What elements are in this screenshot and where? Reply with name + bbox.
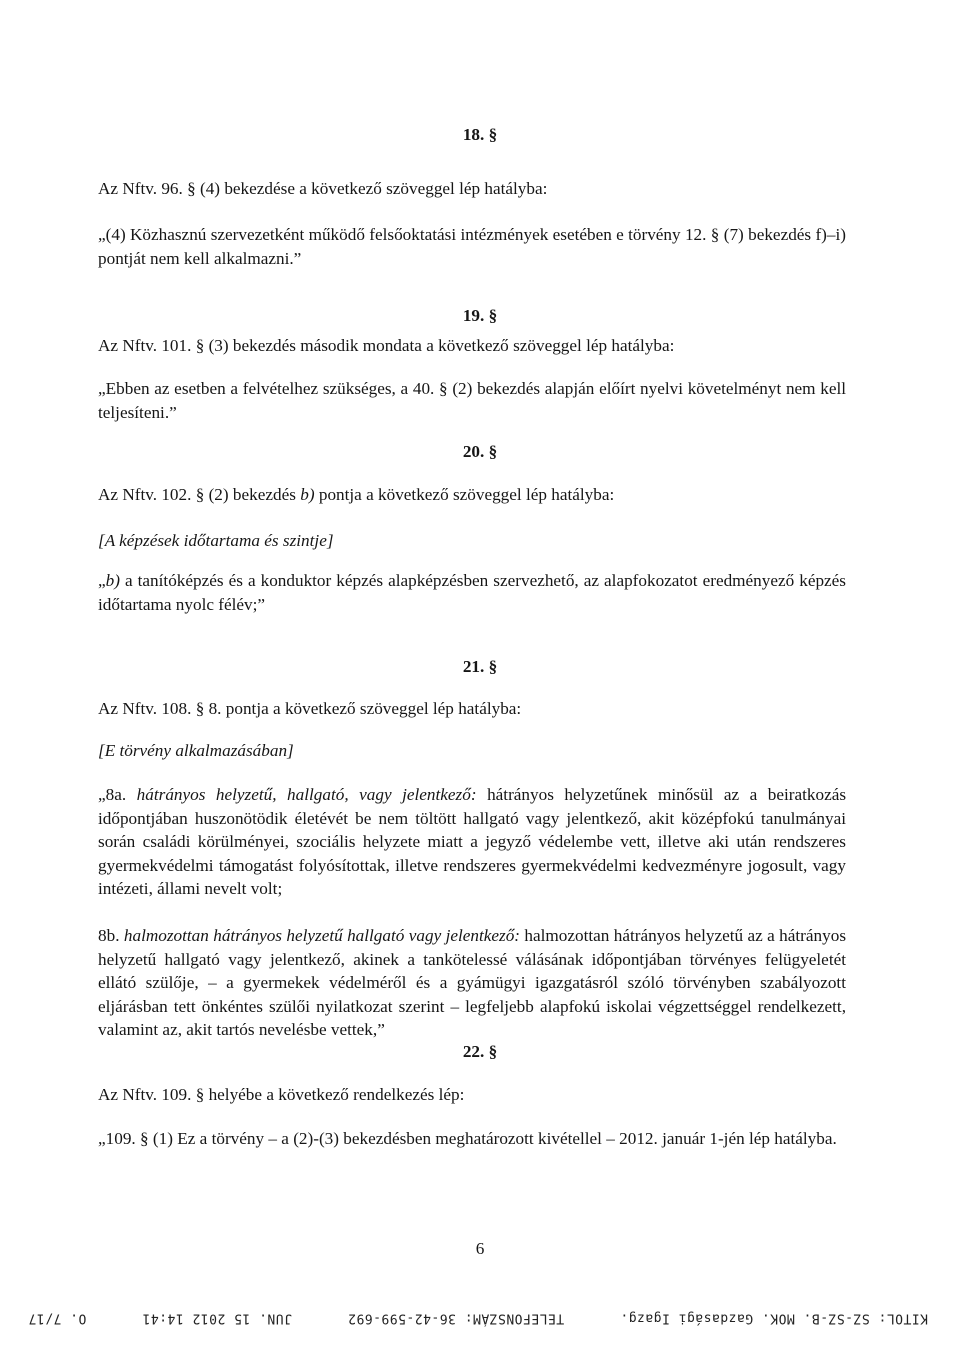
section-19-heading: 19. § bbox=[462, 306, 498, 325]
section-21-context: [E törvény alkalmazásában] bbox=[98, 741, 294, 760]
section-20-heading: 20. § bbox=[462, 442, 498, 461]
page-number: 6 bbox=[475, 1239, 485, 1258]
section-18-intro: Az Nftv. 96. § (4) bekezdése a következő szöveggel lép hatályba: bbox=[98, 179, 548, 198]
section-20-intro: Az Nftv. 102. § (2) bekezdés b) pontja a következő szöveggel lép hatályba: bbox=[98, 485, 615, 504]
section-18-quote: „(4) Közhasznú szervezetként működő felsőoktatási intézmények esetében e törvény 12. § (7) bekezdés f)–i) pontját nem kell alkalmazni.” bbox=[98, 225, 846, 268]
fax-sender: KITOL: SZ-SZ-B. MOK. Gazdasági Igazg. bbox=[619, 1310, 928, 1326]
section-21-heading: 21. § bbox=[462, 657, 498, 676]
section-20-context: [A képzések időtartama és szintje] bbox=[98, 531, 334, 550]
section-21-point-8a: „8a. hátrányos helyzetű, hallgató, vagy jelentkező: hátrányos helyzetűnek minősül az a beiratkozás időpontjában huszonötödik életévét be nem töltött hallgató vagy jelentkező, akit középfokú tanulmányai során családi körülményei, szociális helyzete miatt a jegyző védelembe vett, illetve aki után rendszeres gyermekvédelmi támogatást folyósítottak, illetve rendszeres gyermekvédelmi kedvezményre jogosult, vagy intézeti, állami nevelt volt; bbox=[98, 785, 847, 898]
fax-header-strip bbox=[28, 1306, 928, 1330]
section-19-intro: Az Nftv. 101. § (3) bekezdés második mondata a következő szöveggel lép hatályba: bbox=[98, 336, 675, 355]
section-21-point-8b: 8b. halmozottan hátrányos helyzetű hallgató vagy jelentkező: halmozottan hátrányos helyzetű az a hátrányos helyzetű hallgató vagy jelentkező, akinek a tankötelessé válásának időpontjában törvényes felügyeletét ellátó szülője, – a gyermekek védelméről és a gyámügyi igazgatásról szóló törvényben szabályozott eljárásban tett önkéntes szülői nyilatkozat szerint – legfeljebb alapfokú iskolai végzettséggel rendelkezett, valamint az, akit tartós nevelésbe vettek,” bbox=[98, 926, 847, 1039]
section-21-intro: Az Nftv. 108. § 8. pontja a következő szöveggel lép hatályba: bbox=[98, 699, 522, 718]
section-20-quote: „b) a tanítóképzés és a konduktor képzés alapképzésben szervezhető, az alapfokozatot eredményező képzés időtartama nyolc félév;” bbox=[98, 571, 846, 614]
section-22-intro: Az Nftv. 109. § helyébe a következő rendelkezés lép: bbox=[98, 1085, 465, 1104]
section-19-quote: „Ebben az esetben a felvételhez szükséges, a 40. § (2) bekezdés alapján előírt nyelvi követelményt nem kell teljesíteni.” bbox=[98, 379, 846, 422]
fax-page: O. 7/17 bbox=[28, 1310, 87, 1326]
fax-date: JUN. 15 2012 14:41 bbox=[142, 1310, 292, 1326]
section-22-quote: „109. § (1) Ez a törvény – a (2)-(3) bekezdésben meghatározott kivétellel – 2012. január 1-jén lép hatályba. bbox=[98, 1129, 837, 1148]
fax-telephone: TELEFONSZÁM: 36-42-599-692 bbox=[347, 1310, 565, 1326]
section-18-heading: 18. § bbox=[462, 125, 498, 144]
section-22-heading: 22. § bbox=[462, 1042, 498, 1061]
